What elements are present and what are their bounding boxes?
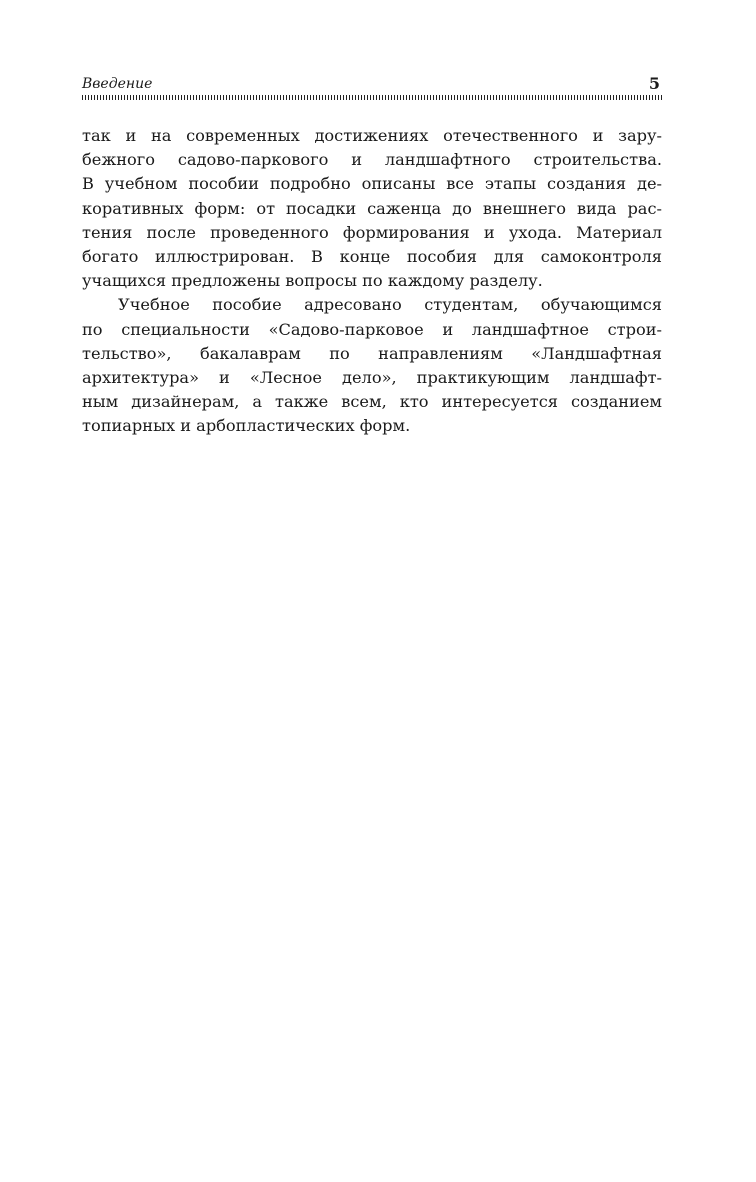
text-line: топиарных и арбопластических форм. (82, 416, 411, 436)
text-line: по специальности «Садово-парковое и ландшафтное строи- (82, 319, 662, 339)
paragraph (82, 124, 662, 293)
text-line: тельство», бакалаврам по направлениям «Ландшафтная (82, 343, 662, 363)
text-line: Учебное пособие адресовано студентам, обучающимся (118, 295, 662, 315)
text-line: ным дизайнерам, а также всем, кто интересуется созданием (82, 392, 662, 412)
paragraph (82, 293, 662, 438)
header-divider (82, 95, 662, 100)
section-title: Введение (82, 76, 153, 92)
body-text (82, 124, 662, 438)
text-line: тения после проведенного формирования и ухода. Материал (82, 222, 662, 242)
text-line: коративных форм: от посадки саженца до внешнего вида рас- (82, 198, 662, 218)
text-line: бежного садово-паркового и ландшафтного строительства. (82, 150, 662, 170)
text-line: архитектура» и «Лесное дело», практикующим ландшафт- (82, 367, 662, 387)
text-line: так и на современных достижениях отечественного и зару- (82, 126, 662, 145)
text-line: учащихся предложены вопросы по каждому разделу. (82, 271, 543, 291)
page-number: 5 (648, 74, 660, 93)
text-line: богато иллюстрирован. В конце пособия для самоконтроля (82, 246, 662, 266)
text-line: В учебном пособии подробно описаны все этапы создания де- (82, 174, 662, 194)
